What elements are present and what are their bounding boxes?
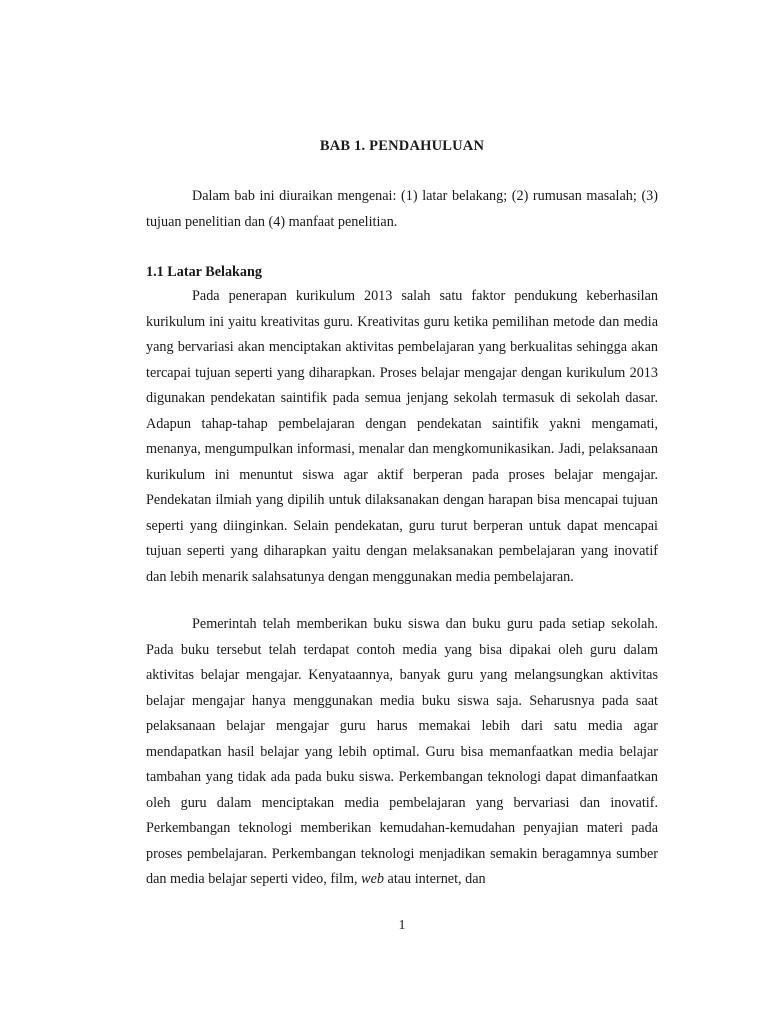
intro-paragraph: Dalam bab ini diuraikan mengenai: (1) latar belakang; (2) rumusan masalah; (3) tujuan penelitian dan (4) manfaat penelitian. xyxy=(146,188,658,230)
paragraph-2-text-start: Pemerintah telah memberikan buku siswa dan buku guru pada setiap sekolah. Pada buku tersebut telah terdapat contoh media yang bisa dipakai oleh guru dalam aktivitas belajar mengajar. Kenyataannya, banyak guru yang melangsungkan aktivitas belajar mengajar hanya menggunakan media buku siswa saja. Seharusnya pada saat pelaksanaan belajar mengajar guru harus memakai lebih dari satu media agar mendapatkan hasil belajar yang lebih optimal. Guru bisa memanfaatkan media belajar tambahan yang tidak ada pada buku siswa. Perkembangan teknologi dapat dimanfaatkan oleh guru dalam menciptakan media pembelajaran yang bervariasi dan inovatif. Perkembangan teknologi memberikan kemudahan-kemudahan penyajian materi pada proses pembelajaran. Perkembangan teknologi menjadikan semakin beragamnya sumber dan media belajar seperti video, film, xyxy=(146,616,658,887)
latar-belakang-paragraph-2 xyxy=(146,612,658,893)
section-heading-latar-belakang: 1.1 Latar Belakang xyxy=(146,264,263,280)
italic-term-web: web xyxy=(361,871,384,887)
paragraph-2-text-end: atau internet, dan xyxy=(383,871,486,887)
chapter-title: BAB 1. PENDAHULUAN xyxy=(319,138,485,154)
page-number: 1 xyxy=(398,918,406,933)
latar-belakang-paragraph-1: Pada penerapan kurikulum 2013 salah satu faktor pendukung keberhasilan kurikulum ini yaitu kreativitas guru. Kreativitas guru ketika pemilihan metode dan media yang bervariasi akan menciptakan aktivitas pembelajaran yang berkualitas sehingga akan tercapai tujuan seperti yang diharapkan. Proses belajar mengajar dengan kurikulum 2013 digunakan pendekatan saintifik pada semua jenjang sekolah termasuk di sekolah dasar. Adapun tahap-tahap pembelajaran dengan pendekatan saintifik yakni mengamati, menanya, mengumpulkan informasi, menalar dan mengkomunikasikan. Jadi, pelaksanaan kurikulum ini menuntut siswa agar aktif berperan pada proses belajar mengajar. Pendekatan ilmiah yang dipilih untuk dilaksanakan dengan harapan bisa mencapai tujuan seperti yang diinginkan. Selain pendekatan, guru turut berperan untuk dapat mencapai tujuan seperti yang diharapkan yaitu dengan melaksanakan pembelajaran yang inovatif dan lebih menarik salahsatunya dengan menggunakan media pembelajaran. xyxy=(146,288,658,585)
